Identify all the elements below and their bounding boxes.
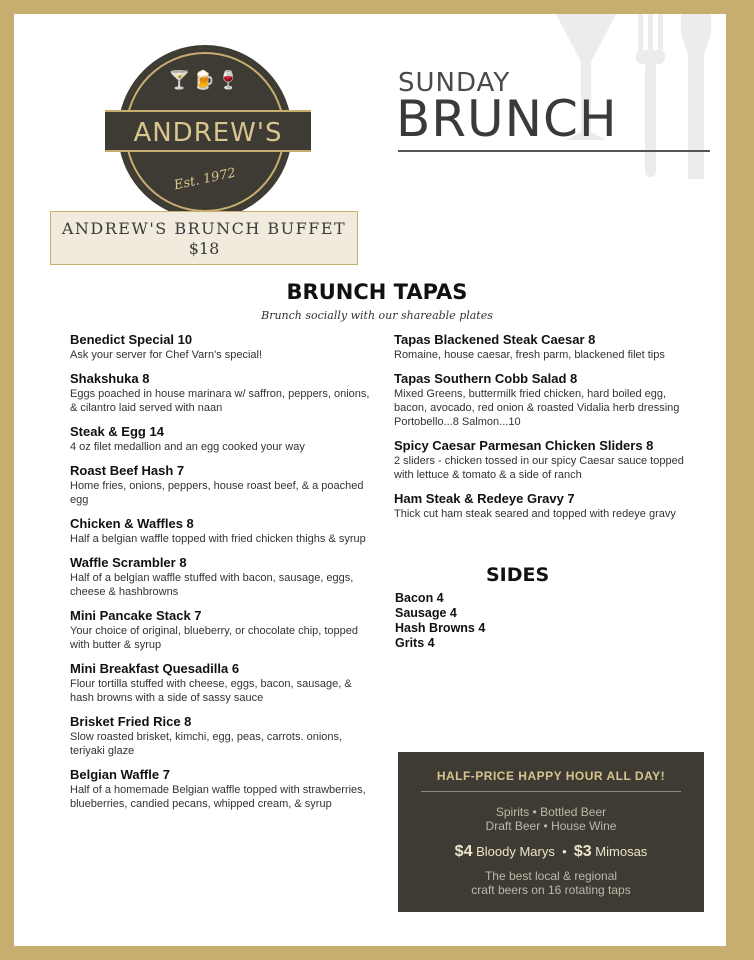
menu-item bbox=[70, 463, 370, 507]
tapas-right-column bbox=[394, 332, 694, 530]
happy-hour-divider bbox=[421, 791, 681, 792]
menu-item-name: Tapas Southern Cobb Salad 8 bbox=[394, 371, 578, 386]
logo-established: Est. 1972 bbox=[172, 165, 238, 194]
menu-item bbox=[394, 438, 694, 482]
glasses-icon: 🍸🍺🍷 bbox=[168, 70, 242, 90]
happy-hour-box bbox=[398, 752, 704, 912]
menu-item bbox=[70, 767, 370, 811]
side-item: Hash Browns 4 bbox=[395, 621, 486, 635]
deal-separator: • bbox=[562, 844, 567, 859]
menu-item bbox=[70, 332, 370, 362]
menu-item-description: Your choice of original, blueberry, or chocolate chip, topped with butter & syrup bbox=[70, 625, 359, 651]
menu-item bbox=[394, 371, 694, 429]
menu-item-description: Ask your server for Chef Varn's special! bbox=[70, 349, 263, 361]
menu-item-description: Half of a belgian waffle stuffed with bacon, sausage, eggs, cheese & hashbrowns bbox=[70, 572, 354, 598]
menu-item-name: Mini Pancake Stack 7 bbox=[70, 608, 202, 623]
menu-item bbox=[394, 491, 694, 521]
mimosa-label: Mimosas bbox=[595, 844, 648, 859]
menu-item-description: Romaine, house caesar, fresh parm, blackened filet tips bbox=[394, 349, 665, 361]
side-item: Sausage 4 bbox=[395, 606, 457, 620]
menu-item bbox=[70, 371, 370, 415]
menu-item bbox=[70, 714, 370, 758]
menu-item bbox=[70, 555, 370, 599]
menu-item-description: Mixed Greens, buttermilk fried chicken, hard boiled egg, bacon, avocado, red onion & roasted Vidalia herb dressing Portobello...8 Salmon...10 bbox=[394, 388, 680, 428]
side-item: Bacon 4 bbox=[395, 591, 444, 605]
menu-item-description: 2 sliders - chicken tossed in our spicy Caesar sauce topped with lettuce & tomato & a side of ranch bbox=[394, 455, 684, 481]
menu-item-name: Benedict Special 10 bbox=[70, 332, 193, 347]
tapas-section-title: BRUNCH TAPAS bbox=[286, 280, 468, 304]
logo-banner bbox=[105, 110, 311, 152]
menu-item-name: Roast Beef Hash 7 bbox=[70, 463, 185, 478]
happy-hour-deals bbox=[398, 843, 704, 861]
menu-item-description: Home fries, onions, peppers, house roast beef, & a poached egg bbox=[70, 480, 364, 506]
title-sunday: SUNDAY bbox=[398, 68, 511, 98]
sides-section-title: SIDES bbox=[486, 564, 550, 586]
menu-item-name: Shakshuka 8 bbox=[70, 371, 150, 386]
menu-item-name: Brisket Fried Rice 8 bbox=[70, 714, 192, 729]
tapas-subtitle: Brunch socially with our shareable plates bbox=[261, 309, 493, 322]
menu-item-name: Steak & Egg 14 bbox=[70, 424, 164, 439]
menu-item bbox=[70, 661, 370, 705]
mimosa-price: $3 bbox=[573, 843, 592, 860]
menu-page bbox=[14, 14, 726, 946]
andrews-logo bbox=[118, 45, 292, 219]
bloody-mary-price: $4 bbox=[454, 843, 473, 860]
title-brunch: BRUNCH bbox=[396, 90, 618, 148]
happy-hour-drinks-line-2: Draft Beer • House Wine bbox=[485, 819, 617, 833]
buffet-title: ANDREW'S BRUNCH BUFFET bbox=[61, 219, 347, 238]
menu-item-name: Chicken & Waffles 8 bbox=[70, 516, 194, 531]
happy-hour-footer-line-1: The best local & regional bbox=[484, 869, 618, 883]
menu-item-description: Slow roasted brisket, kimchi, egg, peas, carrots. onions, teriyaki glaze bbox=[70, 731, 343, 757]
menu-item bbox=[70, 424, 370, 454]
menu-item-name: Mini Breakfast Quesadilla 6 bbox=[70, 661, 240, 676]
title-divider bbox=[398, 150, 710, 152]
buffet-box bbox=[50, 211, 358, 265]
menu-item-description: Eggs poached in house marinara w/ saffron, peppers, onions, & cilantro laid served with naan bbox=[70, 388, 370, 414]
menu-item-description: Half a belgian waffle topped with fried chicken thighs & syrup bbox=[70, 533, 366, 545]
happy-hour-drinks-line-1: Spirits • Bottled Beer bbox=[495, 805, 607, 819]
tapas-left-column bbox=[70, 332, 370, 820]
bloody-mary-label: Bloody Marys bbox=[476, 844, 555, 859]
menu-item-name: Spicy Caesar Parmesan Chicken Sliders 8 bbox=[394, 438, 654, 453]
menu-item-description: 4 oz filet medallion and an egg cooked your way bbox=[70, 441, 305, 453]
happy-hour-footer-line-2: craft beers on 16 rotating taps bbox=[471, 883, 631, 897]
buffet-price: $18 bbox=[188, 239, 220, 258]
menu-item-name: Tapas Blackened Steak Caesar 8 bbox=[394, 332, 596, 347]
menu-item-description: Flour tortilla stuffed with cheese, eggs, bacon, sausage, & hash browns with a side of sassy sauce bbox=[70, 678, 352, 704]
happy-hour-title: HALF-PRICE HAPPY HOUR ALL DAY! bbox=[436, 769, 666, 783]
sides-list bbox=[395, 591, 485, 651]
menu-item bbox=[394, 332, 694, 362]
menu-item-name: Belgian Waffle 7 bbox=[70, 767, 170, 782]
side-item: Grits 4 bbox=[395, 636, 435, 650]
menu-item bbox=[70, 608, 370, 652]
menu-item-name: Waffle Scrambler 8 bbox=[70, 555, 187, 570]
menu-item-description: Thick cut ham steak seared and topped with redeye gravy bbox=[394, 508, 676, 520]
logo-name: ANDREW'S bbox=[133, 118, 283, 148]
menu-item-description: Half of a homemade Belgian waffle topped with strawberries, blueberries, candied pecans, whipped cream, & syrup bbox=[70, 784, 366, 810]
menu-item bbox=[70, 516, 370, 546]
menu-item-name: Ham Steak & Redeye Gravy 7 bbox=[394, 491, 575, 506]
